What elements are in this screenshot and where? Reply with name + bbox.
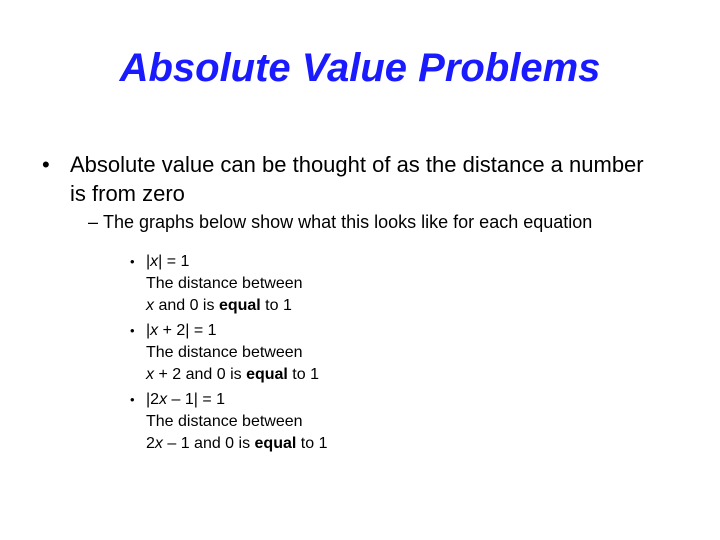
description-line — [146, 433, 327, 455]
bullet-icon: • — [130, 254, 135, 269]
description-line — [146, 364, 319, 386]
equation-variable: x — [159, 391, 168, 408]
equation-text — [146, 320, 319, 342]
bullet-icon: • — [130, 323, 135, 338]
main-point-text: Absolute value can be thought of as the distance a number is from zero — [70, 152, 644, 206]
equation-part: | — [146, 322, 151, 339]
equation-part: | — [146, 253, 151, 270]
description-part: + 2 and 0 is — [154, 366, 247, 383]
sub-point-text: The graphs below show what this looks like for each equation — [103, 212, 593, 232]
bullet-icon: • — [130, 392, 135, 407]
equation-part: – 1| = 1 — [167, 391, 226, 408]
equation-part: |2 — [146, 391, 160, 408]
description-part: to 1 — [260, 297, 292, 314]
dash-bullet-icon: – — [88, 212, 99, 232]
description-line: The distance between — [146, 344, 303, 361]
equation-part: + 2| = 1 — [158, 322, 217, 339]
description-part: to 1 — [296, 435, 328, 452]
equation-variable: x — [150, 322, 159, 339]
description-part: and 0 is — [154, 297, 219, 314]
equation-variable: x — [146, 297, 154, 314]
equation-variable: x — [150, 253, 159, 270]
equation-part: | = 1 — [158, 253, 190, 270]
slide-title: Absolute Value Problems — [119, 46, 601, 90]
description-part: – 1 and 0 is — [162, 435, 255, 452]
equation-variable: x — [146, 366, 154, 383]
description-part: to 1 — [287, 366, 319, 383]
emphasis-word: equal — [218, 297, 261, 314]
equation-variable: x — [154, 435, 163, 452]
description-part: 2 — [146, 435, 155, 452]
emphasis-word: equal — [254, 435, 297, 452]
equation-text — [146, 251, 303, 273]
bullet-icon: • — [42, 152, 50, 177]
description-line: The distance between — [146, 275, 303, 292]
emphasis-word: equal — [246, 366, 288, 383]
description-line — [146, 295, 303, 317]
description-line: The distance between — [146, 413, 303, 430]
equation-text — [146, 389, 327, 411]
